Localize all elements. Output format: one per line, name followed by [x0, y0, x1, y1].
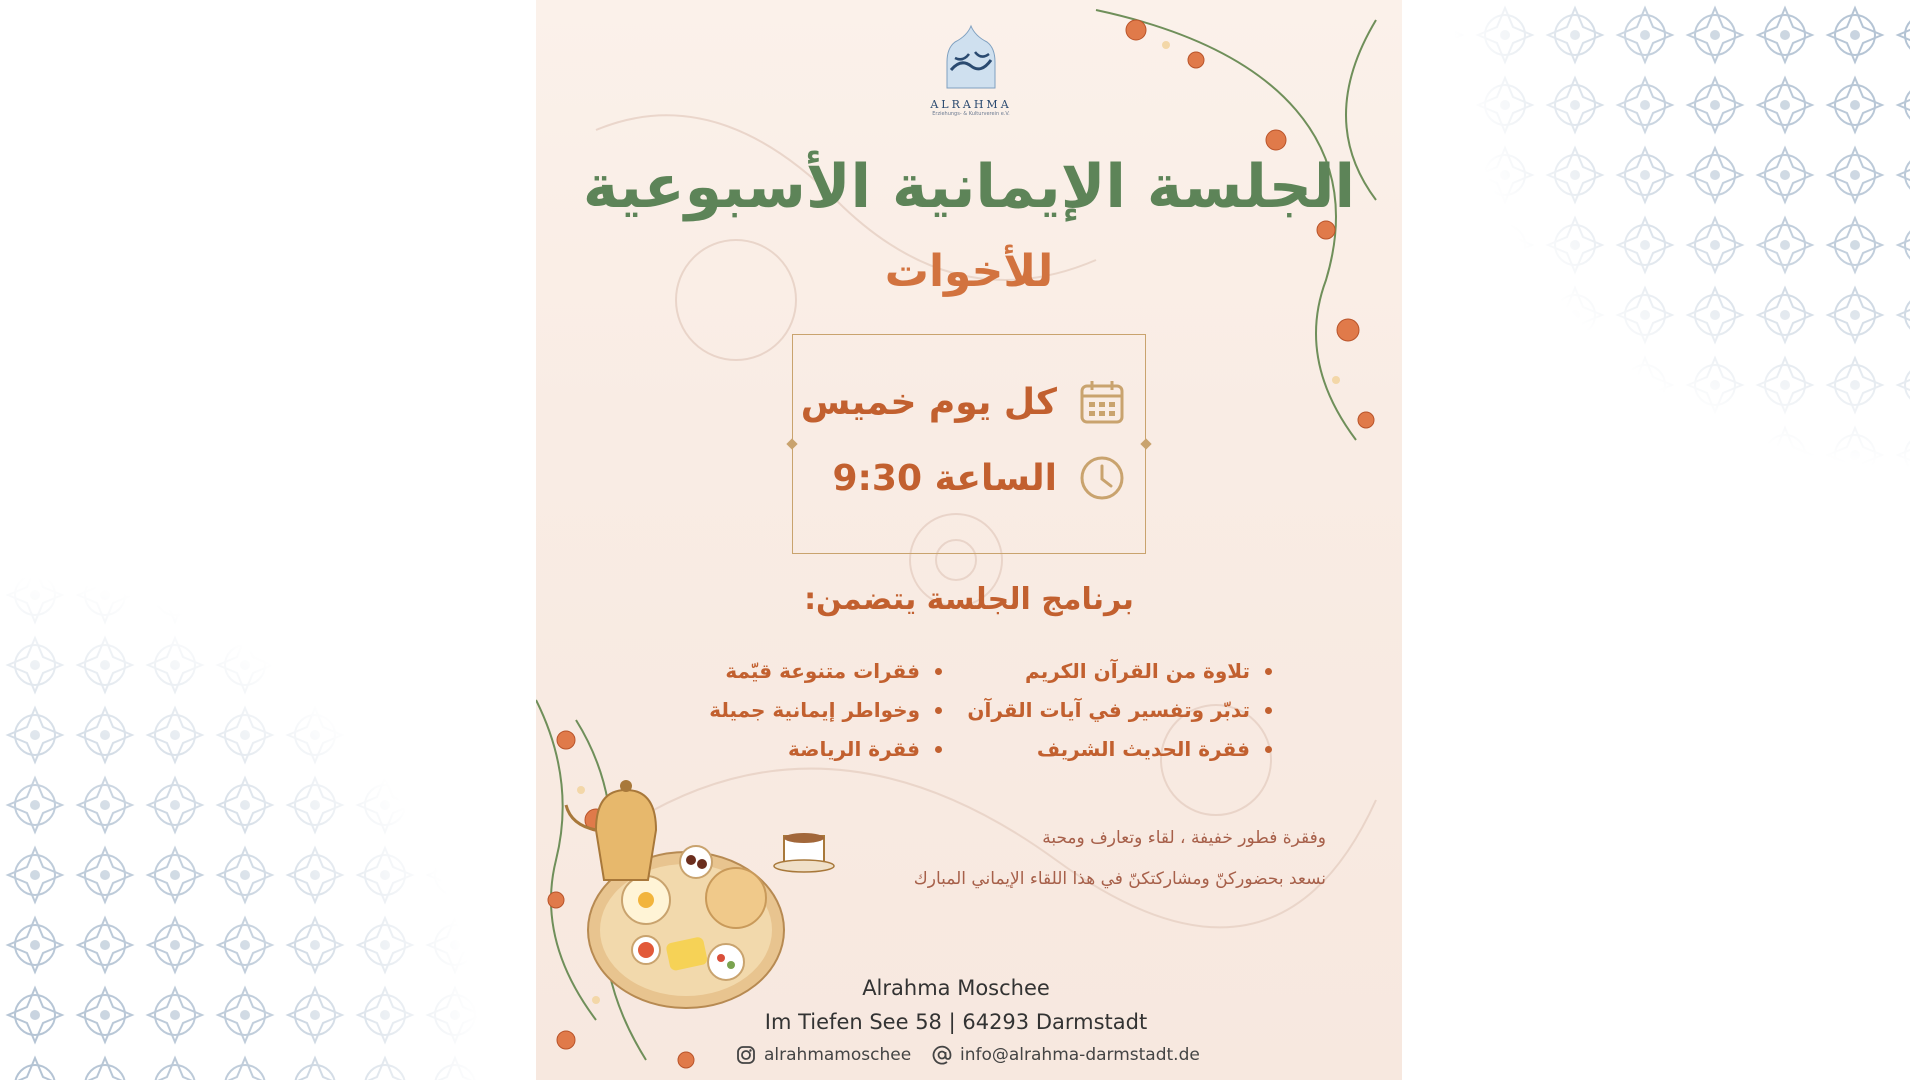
- address-name: Alrahma Moschee: [862, 976, 1050, 1000]
- calendar-icon: [1079, 379, 1125, 425]
- logo-name: ALRAHMA: [930, 98, 1012, 111]
- schedule-day-row: [801, 379, 1125, 425]
- list-item: وخواطر إيمانية جميلة: [709, 691, 942, 730]
- list-item: فقرة الحديث الشريف: [967, 730, 1272, 769]
- email-address: info@alrahma-darmstadt.de: [960, 1045, 1200, 1065]
- at-icon: [932, 1045, 952, 1065]
- instagram-contact[interactable]: [736, 1045, 911, 1065]
- clock-icon: [1079, 455, 1125, 501]
- list-item: تدبّر وتفسير في آيات القرآن: [967, 691, 1272, 730]
- list-item: فقرة الرياضة: [709, 730, 942, 769]
- program-list-right: [967, 652, 1272, 769]
- schedule-time-row: [832, 455, 1125, 501]
- poster: [536, 0, 1402, 1080]
- schedule-box: [792, 334, 1146, 554]
- list-item: تلاوة من القرآن الكريم: [967, 652, 1272, 691]
- schedule-day: كل يوم خميس: [800, 381, 1057, 423]
- schedule-time: الساعة 9:30: [832, 457, 1057, 499]
- address-street: Im Tiefen See 58 | 64293 Darmstadt: [764, 1010, 1148, 1034]
- instagram-icon: [736, 1045, 756, 1065]
- logo-subtitle: Erziehungs- & Kulturverein e.V.: [932, 111, 1010, 117]
- welcome-note: نسعد بحضوركنّ ومشاركتكنّ في هذا اللقاء الإيماني المبارك: [913, 869, 1326, 889]
- event-subtitle: للأخوات: [884, 246, 1054, 297]
- program-title: برنامج الجلسة يتضمن:: [804, 582, 1134, 617]
- mosque-logo: [916, 22, 1026, 117]
- email-contact[interactable]: [932, 1045, 1200, 1065]
- program-list-left: [709, 652, 942, 769]
- event-title: الجلسة الإيمانية الأسبوعية: [582, 152, 1356, 222]
- list-item: فقرات متنوعة قيّمة: [709, 652, 942, 691]
- breakfast-note: وفقرة فطور خفيفة ، لقاء وتعارف ومحبة: [1042, 828, 1326, 848]
- mosque-logo-mark: [931, 22, 1011, 92]
- instagram-handle: alrahmamoschee: [764, 1045, 912, 1065]
- breakfast-illustration: [566, 780, 834, 1008]
